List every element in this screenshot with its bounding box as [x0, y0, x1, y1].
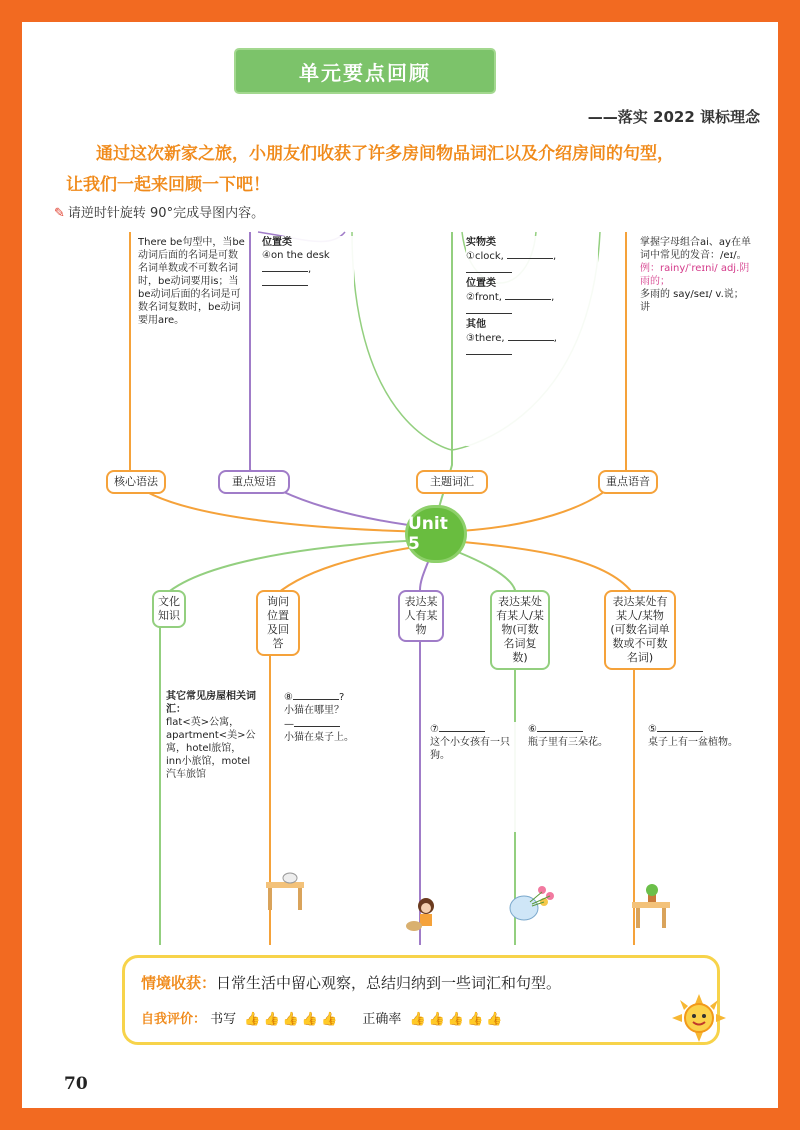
node-phonics: 重点语音 — [598, 470, 658, 494]
sentence-7-line — [430, 722, 516, 736]
node-vocab: 主题词汇 — [416, 470, 488, 494]
answer-blank[interactable] — [657, 722, 703, 732]
self-eval-label: 自我评价： — [141, 1012, 207, 1027]
sentence-8-line — [284, 690, 402, 704]
phrases-item-4: ④on the desk — [262, 250, 330, 261]
answer-blank[interactable] — [439, 722, 485, 732]
sentence-8-answer-cn: 小猫在桌子上。 — [284, 732, 354, 743]
node-grammar: 核心语法 — [106, 470, 166, 494]
summary-box — [122, 955, 720, 1045]
writing-thumbs-rating[interactable]: 👍👍👍👍👍 — [244, 1012, 341, 1027]
answer-blank[interactable] — [505, 290, 551, 300]
phonics-block — [640, 236, 752, 460]
node-phrases: 重点短语 — [218, 470, 290, 494]
answer-blank[interactable] — [262, 262, 308, 272]
page-number: 70 — [64, 1074, 88, 1094]
phonics-example-1: 例：rainy/ˈreɪni/ adj.阴雨的； — [640, 263, 750, 287]
vocab-item-2: ②front, , — [466, 290, 598, 318]
answer-blank[interactable] — [466, 304, 512, 314]
sentence-5-cn: 桌子上有一盆植物。 — [648, 737, 738, 748]
answer-blank[interactable] — [508, 331, 554, 341]
sentence-8-number: ⑧ — [284, 692, 293, 703]
self-eval-row — [141, 1008, 509, 1027]
sentence-5-block — [648, 722, 756, 832]
accuracy-thumbs-rating[interactable]: 👍👍👍👍👍 — [409, 1012, 506, 1027]
intro-line-1: 通过这次新家之旅，小朋友们收获了许多房间物品词汇以及介绍房间的句型， — [96, 144, 674, 164]
vocab-cat-other: 其他 — [466, 319, 486, 330]
sentence-6-block — [528, 722, 632, 832]
phonics-rule: 掌握字母组合ai、ay在单词中常见的发音：/eɪ/。 — [640, 237, 751, 261]
grammar-text: There be句型中，当be动词后面的名词是可数名词单数或不可数名词时，be动词要用is；当be动词后面的名词是可数名词复数时，be动词要用are。 — [138, 237, 245, 326]
vocab-cat-position: 位置类 — [466, 278, 496, 289]
phonics-example-2: 多雨的 say/seɪ/ v.说；讲 — [640, 289, 744, 313]
culture-text: flat<英>公寓，apartment<美>公寓，hotel旅馆，inn小旅馆，motel汽车旅馆 — [166, 717, 256, 780]
sun-mascot-icon — [672, 994, 726, 1042]
answer-blank[interactable] — [293, 690, 339, 700]
vocab-bracket-left — [352, 232, 452, 450]
question-mark: ? — [338, 692, 345, 703]
answer-blank[interactable] — [507, 249, 553, 259]
culture-block — [166, 690, 256, 890]
sentence-5-number: ⑤ — [648, 724, 657, 735]
node-ask-position: 询问位置及回答 — [256, 590, 300, 656]
sentence-7-cn: 这个小女孩有一只狗。 — [430, 737, 510, 761]
sentence-7-number: ⑦ — [430, 724, 439, 735]
section-banner: 单元要点回顾 — [236, 50, 494, 92]
vocab-block — [466, 236, 598, 446]
vocab-cat-objects: 实物类 — [466, 237, 496, 248]
sentence-6-cn: 瓶子里有三朵花。 — [528, 737, 608, 748]
sentence-5-line — [648, 722, 756, 736]
node-sentence-7: 表达某人有某物 — [398, 590, 444, 642]
vocab-item-1: ①clock, , — [466, 249, 598, 277]
sentence-8-dash: — — [284, 719, 294, 730]
node-sentence-6: 表达某处有某人/某物(可数名词复数) — [490, 590, 550, 670]
culture-title: 其它常见房屋相关词汇： — [166, 691, 256, 715]
girl-dog-illustration — [404, 896, 448, 936]
answer-blank[interactable] — [466, 345, 512, 355]
grammar-block — [138, 236, 246, 456]
vase-flowers-illustration — [504, 880, 560, 924]
hint-text: 请逆时针旋转 90°完成导图内容。 — [67, 206, 265, 221]
sentence-8-answer-line — [284, 717, 402, 731]
cat-table-illustration — [260, 866, 310, 912]
sentence-8-question-cn: 小猫在哪里？ — [284, 705, 344, 716]
node-sentence-5: 表达某处有某人/某物(可数名词单数或不可数名词) — [604, 590, 676, 670]
node-culture: 文化知识 — [152, 590, 186, 628]
situation-text: 日常生活中留心观察，总结归纳到一些词汇和句型。 — [216, 974, 562, 992]
intro-line-2: 让我们一起来回顾一下吧！ — [66, 175, 270, 195]
table-plant-illustration — [626, 880, 676, 930]
vocab-item-3-text: ③there — [466, 333, 502, 344]
vocab-item-2-text: ②front — [466, 292, 499, 303]
phrases-cat-position: 位置类 — [262, 237, 292, 248]
writing-label: 书写 — [210, 1012, 237, 1027]
situation-label: 情境收获： — [141, 974, 217, 992]
sentence-8-block — [284, 690, 402, 820]
answer-blank[interactable] — [262, 276, 308, 286]
answer-blank[interactable] — [537, 722, 583, 732]
answer-blank[interactable] — [294, 717, 340, 727]
accuracy-label: 正确率 — [362, 1012, 402, 1027]
phrases-blanks: , — [262, 262, 354, 290]
answer-blank[interactable] — [466, 263, 512, 273]
center-node: Unit 5 — [408, 508, 464, 560]
pencil-icon: ✎ — [54, 206, 65, 221]
vocab-item-1-text: ①clock — [466, 251, 501, 262]
sentence-6-line — [528, 722, 632, 736]
subtitle: ——落实 2022 课标理念 — [587, 108, 760, 126]
situation-row — [141, 972, 561, 993]
sentence-6-number: ⑥ — [528, 724, 537, 735]
sentence-7-block — [430, 722, 516, 832]
phrases-block — [262, 236, 354, 396]
vocab-item-3: ③there, , — [466, 331, 598, 359]
